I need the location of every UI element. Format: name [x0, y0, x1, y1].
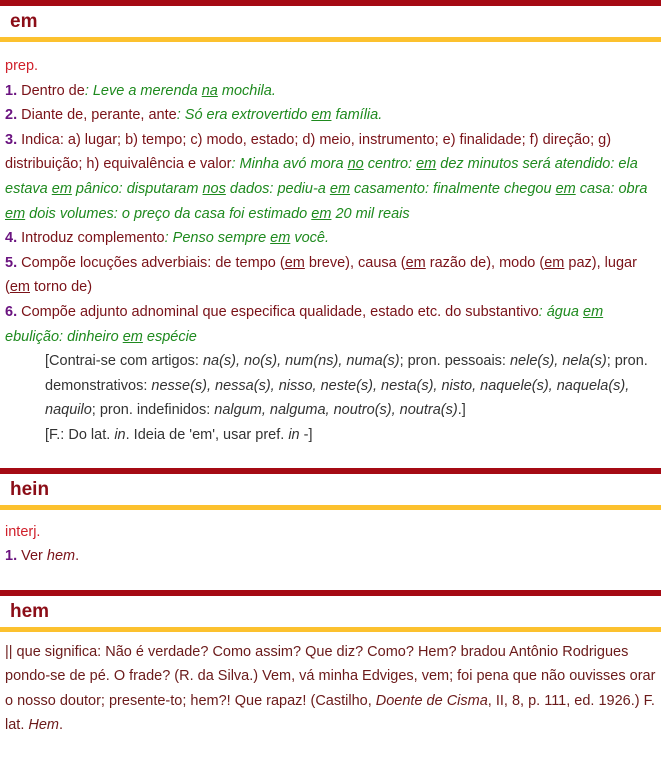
sense-4: [5, 226, 656, 251]
sense-definition: Dentro de: [21, 82, 85, 99]
definition-text: || que significa: Não é verdade? Como assim? Que diz? Como? Hem? bradou Antônio Rodrigues pondo-se de pé. O frade? (R. da Silva.) Vem, vá minha Edviges, vem; foi pena que não ouvisses orar o nosso doutor; presente-to; hem?! Que rapaz! (Castilho, Doente de Cisma, II, 8, p. 111, ed. 1926.) F. lat. Hem.: [5, 643, 656, 734]
sense-example: : Minha avó mora no centro: em dez minutos será atendido: ela estava em pânico: disputaram nos dados: pediu-a em casamento: finalmente chegou em casa: obra em dois volumes: o preço da casa foi estimado em 20 mil reais: [5, 156, 648, 222]
sense-number: 4.: [5, 230, 18, 247]
sense-example: : Leve a merenda na mochila.: [84, 82, 276, 99]
entry-hein: [0, 468, 661, 569]
sense-3: [5, 128, 656, 226]
sense-number: 1.: [5, 548, 18, 565]
headword: em: [10, 11, 38, 32]
headword: hem: [10, 600, 50, 622]
headword: hein: [10, 478, 50, 500]
highlighted-term: em: [311, 107, 332, 124]
entry-hem: [0, 590, 661, 738]
contraction-note: [Contrai-se com artigos: na(s), no(s), num(ns), numa(s); pron. pessoais: nele(s), nela(s); pron. demonstrativos: nesse(s), nessa(s), nisso, neste(s), nesta(s), nisto, naquele(s), naquela(s), naquilo; pron. indefinidos: nalgum, nalguma, noutro(s), noutra(s).]: [45, 353, 648, 419]
sense-2: [5, 103, 656, 128]
sense-number: 6.: [5, 303, 18, 320]
sense-number: 1.: [5, 82, 18, 99]
sense-definition: Diante de, perante, ante: [21, 107, 177, 124]
part-of-speech: prep.: [5, 58, 39, 74]
entry-body: [0, 510, 661, 569]
highlighted-term: na: [201, 82, 218, 99]
etymology-note: [F.: Do lat. in. Ideia de 'em', usar pref. in -]: [45, 426, 313, 443]
sense-5: [5, 251, 656, 300]
sense-example: : Só era extrovertido em família.: [176, 107, 383, 124]
sense-number: 3.: [5, 131, 18, 148]
sense-example: : Penso sempre em você.: [164, 230, 330, 247]
sense-number: 2.: [5, 107, 18, 124]
sense-definition: Indica: a) lugar; b) tempo; c) modo, estado; d) meio, instrumento; e) finalidade; f) direção; g) distribuição; h) equivalência e valor: [5, 131, 612, 173]
sense-definition: Ver hem.: [21, 548, 80, 565]
cross-reference: hem: [46, 548, 76, 565]
sense-1: [5, 544, 656, 569]
sense-definition: Compõe adjunto adnominal que especifica qualidade, estado etc. do substantivo: [21, 303, 539, 320]
sense-definition: Compõe locuções adverbiais: de tempo (em breve), causa (em razão de), modo (em paz), lugar (em torno de): [5, 254, 637, 296]
sense-definition: Introduz complemento: [21, 230, 165, 247]
part-of-speech: interj.: [5, 523, 41, 540]
entry-body: [0, 42, 661, 448]
entry-body: [0, 632, 661, 738]
sense-number: 5.: [5, 254, 18, 271]
sense-example: : água em ebulição: dinheiro em espécie: [5, 303, 604, 345]
sense-6: [5, 300, 656, 349]
sense-1: [5, 79, 656, 104]
